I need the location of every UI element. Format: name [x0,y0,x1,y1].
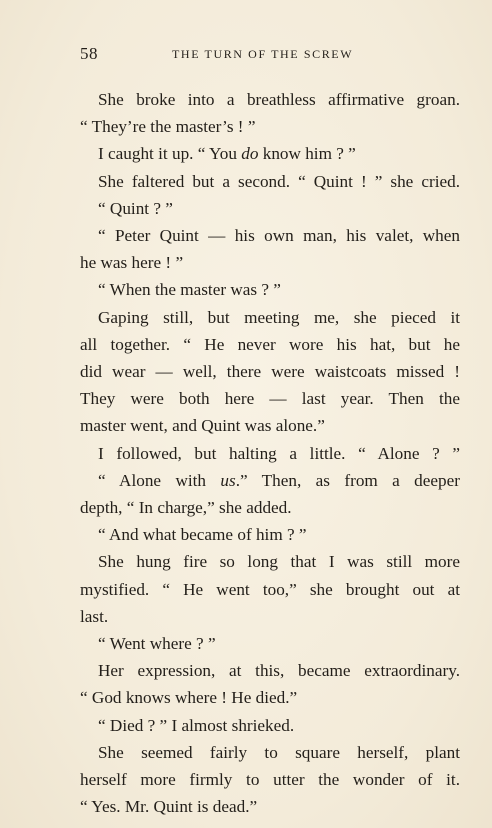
text-line [80,739,460,766]
text-segment: “ Yes. Mr. Quint is dead.” [80,797,258,817]
text-segment: I followed, but halting a little. “ Alone ? ” [98,443,460,463]
text-line [80,684,460,711]
text-line [80,276,460,303]
text-line [80,521,460,548]
text-line [80,140,460,167]
text-segment: “ When the master was ? ” [98,280,281,300]
text-segment: master went, and Quint was alone.” [80,416,325,436]
text-segment: did wear — well, there were waistcoats missed ! [80,362,460,382]
running-title: THE TURN OF THE SCREW [172,47,354,61]
text-line [80,603,460,630]
text-segment: Gaping still, but meeting me, she pieced it [98,307,460,327]
text-line [80,793,460,820]
text-segment: “ Quint ? ” [98,198,173,218]
text-segment: know him ? ” [258,144,356,164]
text-line [80,766,460,793]
text-segment: She faltered but a second. “ Quint ! ” she cried. [98,171,460,191]
text-segment: “ Peter Quint — his own man, his valet, when [98,226,460,246]
text-line [80,195,460,222]
text-segment: mystified. “ He went too,” she brought out at [80,579,460,599]
text-segment: herself more firmly to utter the wonder of it. [80,770,460,790]
text-line [80,548,460,575]
page-number: 58 [80,44,98,63]
text-segment: They were both here — last year. Then the [80,389,460,409]
text-segment: all together. “ He never wore his hat, but he [80,334,460,354]
text-segment: I caught it up. “ You [98,144,242,164]
text-line [80,304,460,331]
text-segment: “ And what became of him ? ” [98,525,307,545]
text-line [80,168,460,195]
text-segment: Her expression, at this, became extraordinary. [98,661,460,681]
text-segment: “ Alone with [98,470,221,490]
italic-word: do [241,144,259,164]
text-segment: She broke into a breathless affirmative groan. [98,90,460,109]
text-segment: She seemed fairly to square herself, plant [98,742,460,762]
text-line [80,440,460,467]
text-segment: depth, “ In charge,” she added. [80,498,292,518]
text-segment: She hung fire so long that I was still more [98,552,460,572]
text-line [80,358,460,385]
text-segment: “ They’re the master’s ! ” [80,117,256,137]
text-segment: he was here ! ” [80,253,184,273]
text-line [80,249,460,276]
text-line [80,113,460,140]
text-line [80,657,460,684]
text-segment: “ Went where ? ” [98,634,216,654]
text-line [80,630,460,657]
text-line [80,222,460,249]
text-segment: “ God knows where ! He died.” [80,688,298,708]
text-segment: “ Died ? ” I almost shrieked. [98,715,295,735]
text-line [80,712,460,739]
italic-word: us [220,470,236,490]
text-segment: .” Then, as from a deeper [235,470,460,490]
text-line [80,86,460,113]
body-text [80,86,460,820]
text-line [80,412,460,439]
text-line [80,467,460,494]
text-line [80,385,460,412]
text-line [80,331,460,358]
text-line [80,494,460,521]
text-line [80,576,460,603]
page-header [80,44,460,68]
text-segment: last. [80,606,109,626]
